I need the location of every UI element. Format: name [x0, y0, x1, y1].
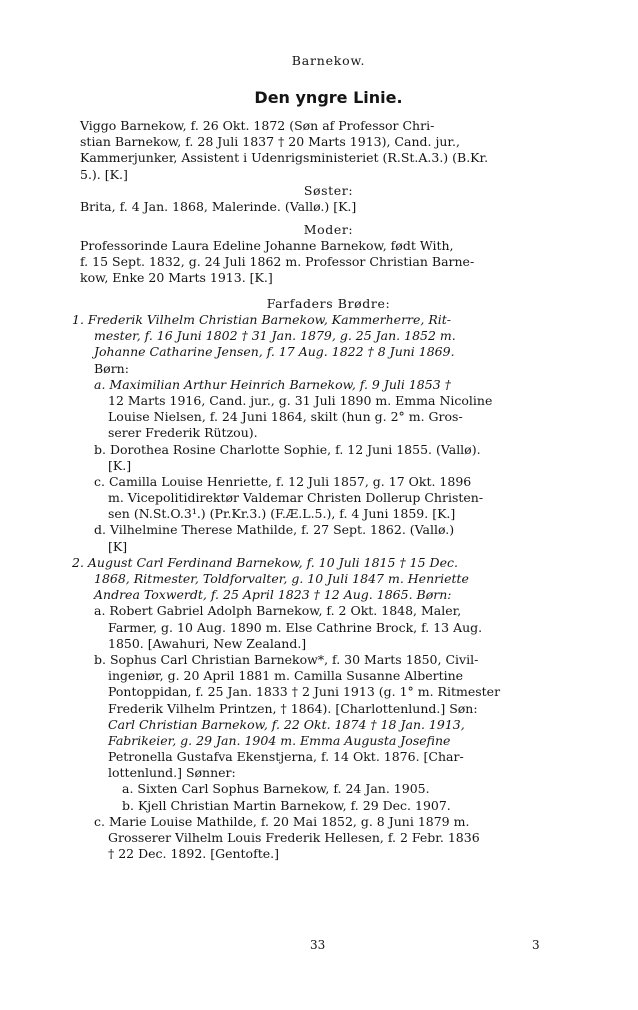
list-item: Frederik Vilhelm Printzen, † 1864). [Charlottenlund.] Søn: — [108, 700, 478, 716]
list-item: d. Vilhelmine Therese Mathilde, f. 27 Sept. 1862. (Vallø.) — [94, 522, 455, 538]
list-item: b. Dorothea Rosine Charlotte Sophie, f. 12 Juni 1855. (Vallø). — [94, 441, 481, 457]
list-item: c. Camilla Louise Henriette, f. 12 Juli 1857, g. 17 Okt. 1896 — [94, 473, 472, 489]
section-title: Den yngre Linie. — [254, 88, 403, 107]
list-item: 12 Marts 1916, Cand. jur., g. 31 Juli 1890 m. Emma Nicoline — [108, 392, 493, 408]
text-line: 5.). [K.] — [80, 166, 128, 182]
list-item: a. Robert Gabriel Adolph Barnekow, f. 2 Okt. 1848, Maler, — [94, 603, 462, 619]
list-item: 1868, Ritmester, Toldforvalter, g. 10 Juli 1847 m. Henriette — [94, 571, 469, 586]
text-line: Kammerjunker, Assistent i Udenrigsministeriet (R.St.A.3.) (B.Kr. — [80, 150, 489, 166]
list-item: a. Sixten Carl Sophus Barnekow, f. 24 Jan. 1905. — [122, 781, 430, 797]
page-number: 33 — [310, 938, 326, 952]
list-item: m. Vicepolitidirektør Valdemar Christen Dollerup Christen- — [108, 490, 484, 506]
paragraph-moder — [80, 238, 577, 287]
list-item: 2. August Carl Ferdinand Barnekow, f. 10 Juli 1815 † 15 Dec. — [72, 554, 458, 570]
list-item: serer Frederik Rützou). — [108, 425, 258, 441]
list-item: b. Kjell Christian Martin Barnekow, f. 29 Dec. 1907. — [122, 797, 451, 813]
list-item: Johanne Catharine Jensen, f. 17 Aug. 1822 † 8 Juni 1869. — [94, 344, 455, 360]
signature-mark: 3 — [532, 938, 540, 952]
list-item: 1. Frederik Vilhelm Christian Barnekow, Kammerherre, Rit- — [72, 312, 452, 327]
list-item: Børn: — [94, 360, 129, 376]
list-item: 1850. [Awahuri, New Zealand.] — [108, 635, 307, 651]
list-item: sen (N.St.O.3¹.) (Pr.Kr.3.) (F.Æ.L.5.), f. 4 Juni 1859. [K.] — [108, 506, 456, 522]
text-line: stian Barnekow, f. 28 Juli 1837 † 20 Marts 1913), Cand. jur., — [80, 134, 460, 150]
list-item: [K.] — [108, 457, 132, 473]
list-item: a. Maximilian Arthur Heinrich Barnekow, f. 9 Juli 1853 † — [94, 376, 451, 392]
text-line: kow, Enke 20 Marts 1913. [K.] — [80, 270, 273, 286]
list-item: ingeniør, g. 20 April 1881 m. Camilla Susanne Albertine — [108, 668, 464, 684]
list-item: † 22 Dec. 1892. [Gentofte.] — [108, 846, 279, 862]
text-line: f. 15 Sept. 1832, g. 24 Juli 1862 m. Professor Christian Barne- — [80, 254, 475, 270]
paragraph-brita — [80, 199, 577, 215]
list-item: Carl Christian Barnekow, f. 22 Okt. 1874 † 18 Jan. 1913, — [108, 716, 465, 732]
text-line: Brita, f. 4 Jan. 1868, Malerinde. (Vallø.) [K.] — [80, 199, 357, 214]
paragraph-viggo — [80, 118, 577, 183]
list-item: [K] — [108, 538, 128, 554]
heading-moder: Moder: — [303, 222, 354, 237]
list-item: Fabrikeier, g. 29 Jan. 1904 m. Emma Augusta Josefine — [108, 732, 451, 748]
list-item: Andrea Toxwerdt, f. 25 April 1823 † 12 Aug. 1865. Børn: — [94, 587, 452, 603]
heading-soster: Søster: — [303, 183, 354, 198]
list-item: Farmer, g. 10 Aug. 1890 m. Else Cathrine Brock, f. 13 Aug. — [108, 619, 483, 635]
heading-farfaders-brodre: Farfaders Brødre: — [266, 296, 391, 311]
list-item: lottenlund.] Sønner: — [108, 765, 236, 781]
text-line: Professorinde Laura Edeline Johanne Barnekow, født With, — [80, 238, 454, 253]
text-line: Viggo Barnekow, f. 26 Okt. 1872 (Søn af Professor Chri- — [80, 118, 435, 133]
list-item: Grosserer Vilhelm Louis Frederik Hellesen, f. 2 Febr. 1836 — [108, 830, 480, 845]
list-item: Louise Nielsen, f. 24 Juni 1864, skilt (hun g. 2° m. Gros- — [108, 409, 463, 425]
list-item: b. Sophus Carl Christian Barnekow*, f. 30 Marts 1850, Civil- — [94, 651, 479, 667]
list-item: Petronella Gustafva Ekenstjerna, f. 14 Okt. 1876. [Char- — [108, 749, 464, 765]
genealogy-list — [72, 312, 577, 862]
list-item: Pontoppidan, f. 25 Jan. 1833 † 2 Juni 1913 (g. 1° m. Ritmester — [108, 684, 501, 700]
list-item: mester, f. 16 Juni 1802 † 31 Jan. 1879, g. 25 Jan. 1852 m. — [94, 328, 456, 344]
list-item: c. Marie Louise Mathilde, f. 20 Mai 1852, g. 8 Juni 1879 m. — [94, 813, 470, 829]
running-head: Barnekow. — [291, 53, 366, 68]
